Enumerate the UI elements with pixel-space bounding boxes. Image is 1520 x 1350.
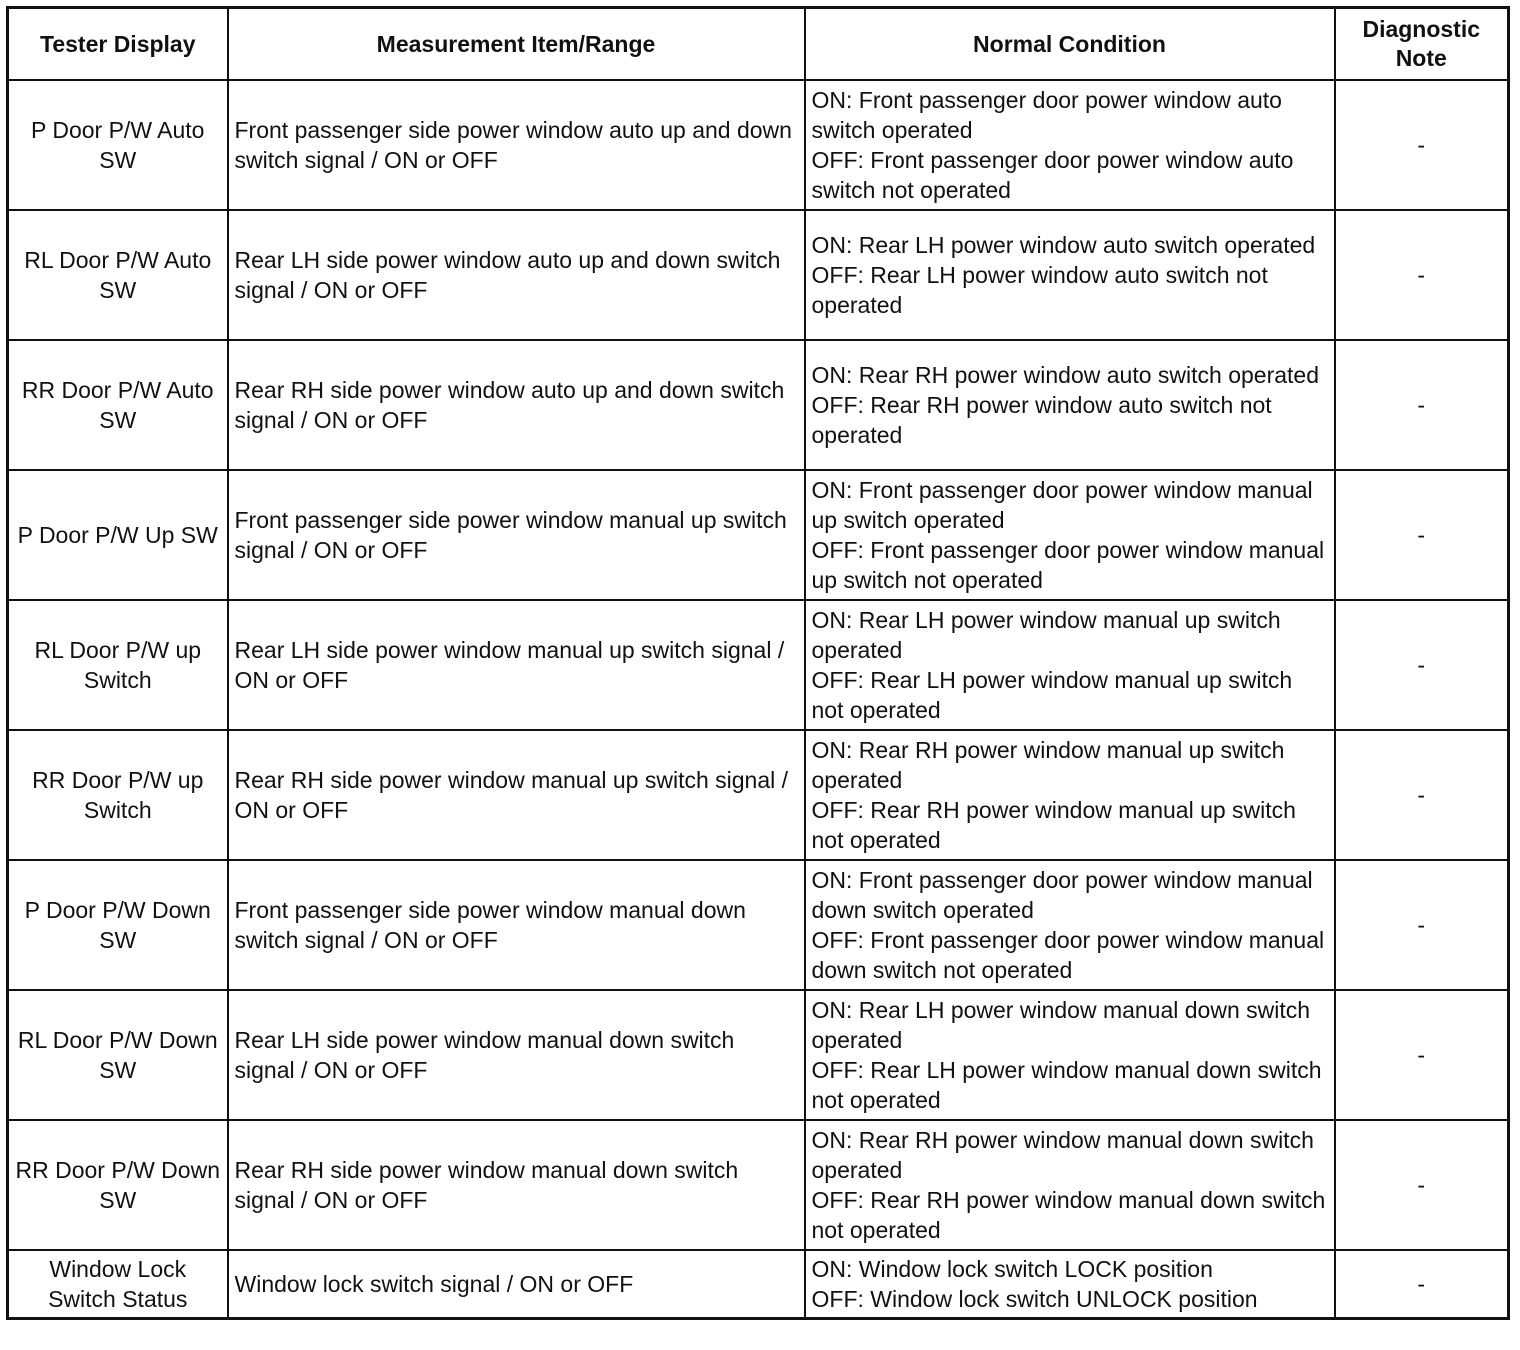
measurement-cell: Rear LH side power window auto up and down switch signal / ON or OFF [228, 210, 805, 340]
tester-display-cell: RR Door P/W Down SW [8, 1120, 228, 1250]
tester-display-cell: RL Door P/W Down SW [8, 990, 228, 1120]
measurement-cell: Front passenger side power window manual up switch signal / ON or OFF [228, 470, 805, 600]
tester-display-cell: RL Door P/W Auto SW [8, 210, 228, 340]
diagnostic-note-cell: - [1335, 730, 1509, 860]
header-note-line2: Note [1395, 45, 1447, 71]
on-condition: ON: Rear RH power window manual up switch operated [811, 737, 1285, 793]
table-row [8, 730, 1509, 860]
measurement-cell: Rear RH side power window manual down switch signal / ON or OFF [228, 1120, 805, 1250]
table-row [8, 210, 1509, 340]
measurement-cell: Window lock switch signal / ON or OFF [228, 1250, 805, 1319]
tester-display-cell: P Door P/W Auto SW [8, 80, 228, 210]
measurement-cell: Rear LH side power window manual down switch signal / ON or OFF [228, 990, 805, 1120]
off-condition: OFF: Rear RH power window manual down switch not operated [811, 1187, 1326, 1243]
tester-display-cell: RR Door P/W Auto SW [8, 340, 228, 470]
tester-display-cell: RR Door P/W up Switch [8, 730, 228, 860]
on-condition: ON: Window lock switch LOCK position [811, 1256, 1213, 1282]
table-row [8, 1250, 1509, 1319]
table-row [8, 470, 1509, 600]
measurement-cell: Front passenger side power window auto up and down switch signal / ON or OFF [228, 80, 805, 210]
on-condition: ON: Rear LH power window manual up switch operated [811, 607, 1281, 663]
tester-display-cell: P Door P/W Down SW [8, 860, 228, 990]
on-condition: ON: Front passenger door power window auto switch operated [811, 87, 1282, 143]
diagnostic-note-cell: - [1335, 1120, 1509, 1250]
data-list-table [6, 6, 1510, 1320]
measurement-cell: Rear RH side power window auto up and down switch signal / ON or OFF [228, 340, 805, 470]
diagnostic-note-cell: - [1335, 80, 1509, 210]
off-condition: OFF: Rear LH power window auto switch not operated [811, 262, 1268, 318]
off-condition: OFF: Front passenger door power window manual up switch not operated [811, 537, 1325, 593]
normal-condition-cell [805, 730, 1335, 860]
off-condition: OFF: Rear RH power window manual up switch not operated [811, 797, 1296, 853]
normal-condition-cell [805, 1120, 1335, 1250]
off-condition: OFF: Window lock switch UNLOCK position [811, 1286, 1258, 1312]
normal-condition-cell [805, 990, 1335, 1120]
tester-display-cell: RL Door P/W up Switch [8, 600, 228, 730]
table-row [8, 990, 1509, 1120]
on-condition: ON: Rear RH power window manual down switch operated [811, 1127, 1314, 1183]
tester-display-cell: Window Lock Switch Status [8, 1250, 228, 1319]
table-row [8, 600, 1509, 730]
table-row [8, 340, 1509, 470]
measurement-cell: Rear RH side power window manual up switch signal / ON or OFF [228, 730, 805, 860]
normal-condition-cell [805, 1250, 1335, 1319]
diagnostic-note-cell: - [1335, 470, 1509, 600]
on-condition: ON: Front passenger door power window manual up switch operated [811, 477, 1313, 533]
normal-condition-cell [805, 470, 1335, 600]
header-tester-display: Tester Display [8, 8, 228, 81]
off-condition: OFF: Front passenger door power window auto switch not operated [811, 147, 1294, 203]
table-row [8, 860, 1509, 990]
diagnostic-note-cell: - [1335, 1250, 1509, 1319]
diagnostic-note-cell: - [1335, 990, 1509, 1120]
off-condition: OFF: Front passenger door power window manual down switch not operated [811, 927, 1325, 983]
measurement-cell: Rear LH side power window manual up switch signal / ON or OFF [228, 600, 805, 730]
on-condition: ON: Rear RH power window auto switch operated [811, 362, 1320, 388]
diagnostic-note-cell: - [1335, 210, 1509, 340]
normal-condition-cell [805, 80, 1335, 210]
on-condition: ON: Front passenger door power window manual down switch operated [811, 867, 1313, 923]
header-row [8, 8, 1509, 81]
header-diagnostic-note [1335, 8, 1509, 81]
measurement-cell: Front passenger side power window manual down switch signal / ON or OFF [228, 860, 805, 990]
off-condition: OFF: Rear LH power window manual down switch not operated [811, 1057, 1322, 1113]
diagnostic-note-cell: - [1335, 340, 1509, 470]
table-row [8, 1120, 1509, 1250]
diagnostic-note-cell: - [1335, 600, 1509, 730]
off-condition: OFF: Rear LH power window manual up switch not operated [811, 667, 1293, 723]
normal-condition-cell [805, 600, 1335, 730]
diagnostic-note-cell: - [1335, 860, 1509, 990]
off-condition: OFF: Rear RH power window auto switch not operated [811, 392, 1272, 448]
tester-display-cell: P Door P/W Up SW [8, 470, 228, 600]
header-normal-condition: Normal Condition [805, 8, 1335, 81]
normal-condition-cell [805, 210, 1335, 340]
on-condition: ON: Rear LH power window auto switch operated [811, 232, 1316, 258]
on-condition: ON: Rear LH power window manual down switch operated [811, 997, 1311, 1053]
normal-condition-cell [805, 860, 1335, 990]
header-note-line1: Diagnostic [1362, 16, 1481, 42]
table-row [8, 80, 1509, 210]
header-measurement: Measurement Item/Range [228, 8, 805, 81]
normal-condition-cell [805, 340, 1335, 470]
